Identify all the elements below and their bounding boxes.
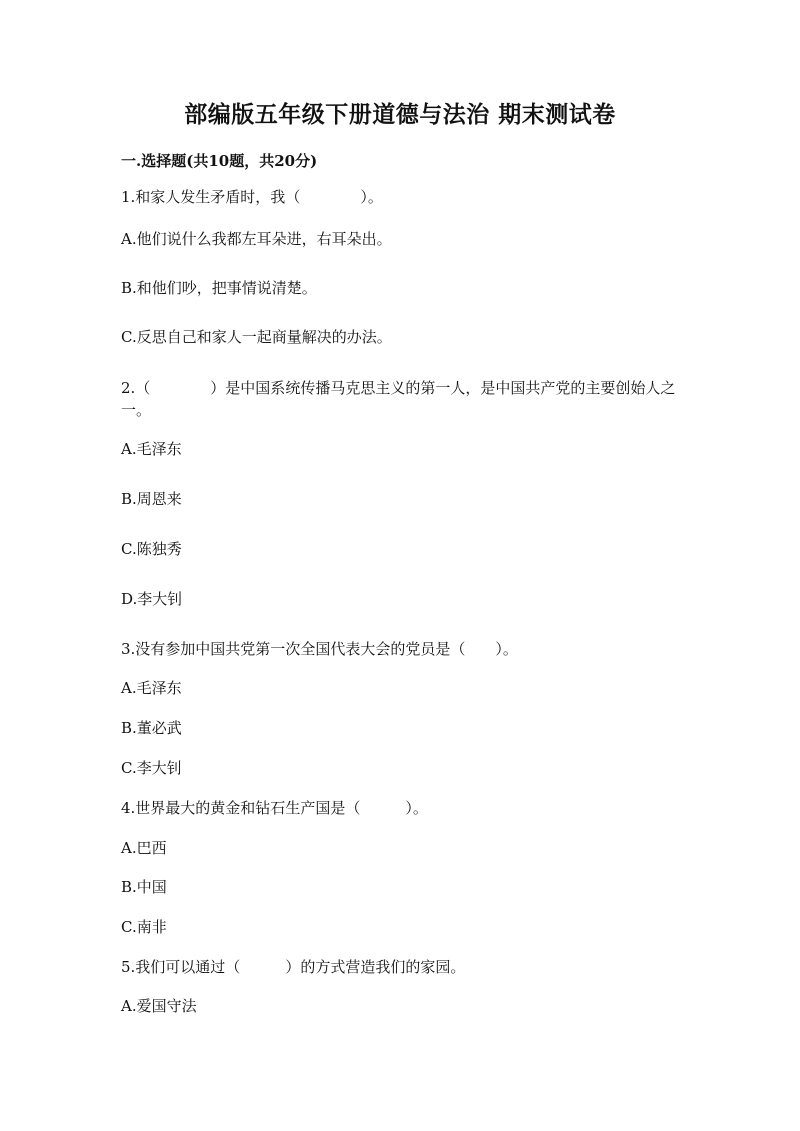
question-5-stem: 5.我们可以通过（ ）的方式营造我们的家园。 [121, 958, 466, 976]
question-1-stem: 1.和家人发生矛盾时，我（ ）。 [121, 188, 383, 206]
question-2-option-a: A.毛泽东 [121, 440, 182, 458]
question-1-option-b: B.和他们吵，把事情说清楚。 [121, 279, 317, 297]
question-4-option-b: B.中国 [121, 878, 167, 896]
question-2-stem: 2.（ ）是中国系统传播马克思主义的第一人，是中国共产党的主要创始人之一。 [121, 379, 676, 419]
question-1-option-a: A.他们说什么我都左耳朵进，右耳朵出。 [121, 230, 392, 248]
question-4-option-a: A.巴西 [121, 839, 167, 857]
question-2-option-c: C.陈独秀 [121, 540, 182, 558]
question-3-stem: 3.没有参加中国共党第一次全国代表大会的党员是（ ）。 [121, 640, 518, 658]
question-5-option-a: A.爱国守法 [121, 997, 197, 1015]
question-2-option-b: B.周恩来 [121, 490, 182, 508]
section-heading: 一.选择题(共10题，共20分) [121, 152, 318, 170]
question-1-option-c: C.反思自己和家人一起商量解决的办法。 [121, 328, 392, 346]
question-3-option-b: B.董必武 [121, 719, 182, 737]
question-4-option-c: C.南非 [121, 918, 167, 936]
page-title: 部编版五年级下册道德与法治 期末测试卷 [184, 101, 616, 128]
question-4-stem: 4.世界最大的黄金和钻石生产国是（ ）。 [121, 799, 428, 817]
question-3-option-c: C.李大钊 [121, 759, 182, 777]
question-2-option-d: D.李大钊 [121, 590, 183, 608]
question-3-option-a: A.毛泽东 [121, 679, 182, 697]
